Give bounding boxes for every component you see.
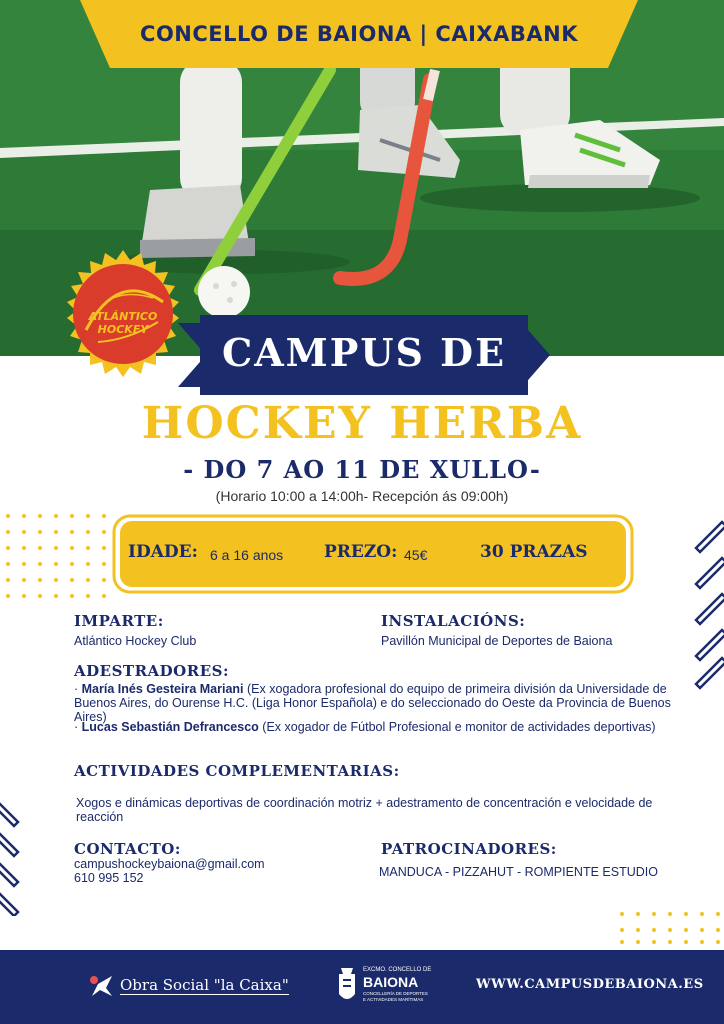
actividades-text: Xogos e dinámicas deportivas de coordinación motriz + adestramento de concentración e velocidade de reacción (76, 796, 653, 824)
caixa-text: Obra Social "la Caixa" (120, 976, 289, 994)
age-label: IDADE: (128, 542, 198, 562)
instalacions-heading: INSTALACIÓNS: (381, 612, 526, 630)
actividades-heading: ACTIVIDADES COMPLEMENTARIAS: (74, 762, 400, 780)
dot-pattern-right (614, 908, 724, 948)
caixa-star-icon (88, 974, 114, 998)
top-banner-text: CONCELLO DE BAIONA | CAIXABANK (140, 22, 578, 46)
imparte-heading: IMPARTE: (74, 612, 164, 630)
price-label: PREZO: (324, 542, 398, 562)
coach-2: · Lucas Sebastián Defrancesco (Ex xogador de Fútbol Profesional e monitor de actividades deportivas) (74, 720, 656, 734)
patrocinadores-text: MANDUCA - PIZZAHUT - ROMPIENTE ESTUDIO (379, 865, 658, 879)
contacto-heading: CONTACTO: (74, 840, 181, 858)
contact-email[interactable]: campushockeybaiona@gmail.com (74, 857, 265, 871)
website-link[interactable]: WWW.CAMPUSDEBAIONA.ES (476, 977, 704, 992)
slash-pattern-left (0, 796, 24, 916)
patrocinadores-heading: PATROCINADORES: (381, 840, 557, 858)
dot-pattern-left (0, 510, 110, 600)
atlantico-hockey-logo (58, 250, 188, 380)
coach-1: · María Inés Gesteira Mariani (Ex xogadora profesional do equipo de primeira división da Universidade de Buenos Aires, do Ourense H.C. (Liga Honor Española) e do seleccionado do Oeste da Provincia de Buenos Aires) (74, 682, 671, 724)
baiona-shield-icon (335, 966, 359, 1006)
campus-schedule: (Horario 10:00 a 14:00h- Recepción ás 09:00h) (215, 488, 509, 504)
coach-2-desc: (Ex xogador de Fútbol Profesional e monitor de actividades deportivas) (262, 720, 656, 734)
places-count: 30 PRAZAS (480, 542, 588, 562)
adestradores-heading: ADESTRADORES: (74, 662, 230, 680)
badge-line1: ATLÁNTICO (88, 310, 158, 323)
coach-2-name: Lucas Sebastián Defrancesco (81, 720, 259, 734)
badge-line2: HOCKEY (97, 323, 149, 336)
baiona-sub-1: CONCELLERÍA DE DEPORTES (363, 991, 428, 996)
title-line2: HOCKEY HERBA (141, 398, 583, 449)
info-row (128, 540, 618, 570)
title-line1: CAMPUS DE (221, 329, 507, 375)
baiona-name: BAIONA (363, 974, 419, 990)
imparte-text: Atlántico Hockey Club (74, 634, 197, 648)
contact-phone[interactable]: 610 995 152 (74, 871, 144, 885)
instalacions-text: Pavillón Municipal de Deportes de Baiona (381, 634, 613, 648)
coach-1-name: María Inés Gesteira Mariani (81, 682, 244, 696)
footer (0, 950, 724, 1024)
baiona-small-text: EXCMO. CONCELLO DE (363, 967, 432, 973)
baiona-sub-2: E ACTIVIDADES MARÍTIMAS (363, 997, 424, 1002)
price-value: 45€ (404, 547, 428, 563)
campus-dates: - DO 7 AO 11 DE XULLO- (183, 455, 541, 484)
slash-pattern-right (692, 512, 724, 692)
coach-1-desc: (Ex xogadora profesional do equipo de primeira división da Universidade de Buenos Aires, do Ourense H.C. (Liga Honor Española) e do seleccionado do Oeste da Provincia de Buenos Aires) (74, 682, 671, 724)
age-value: 6 a 16 anos (210, 547, 284, 563)
